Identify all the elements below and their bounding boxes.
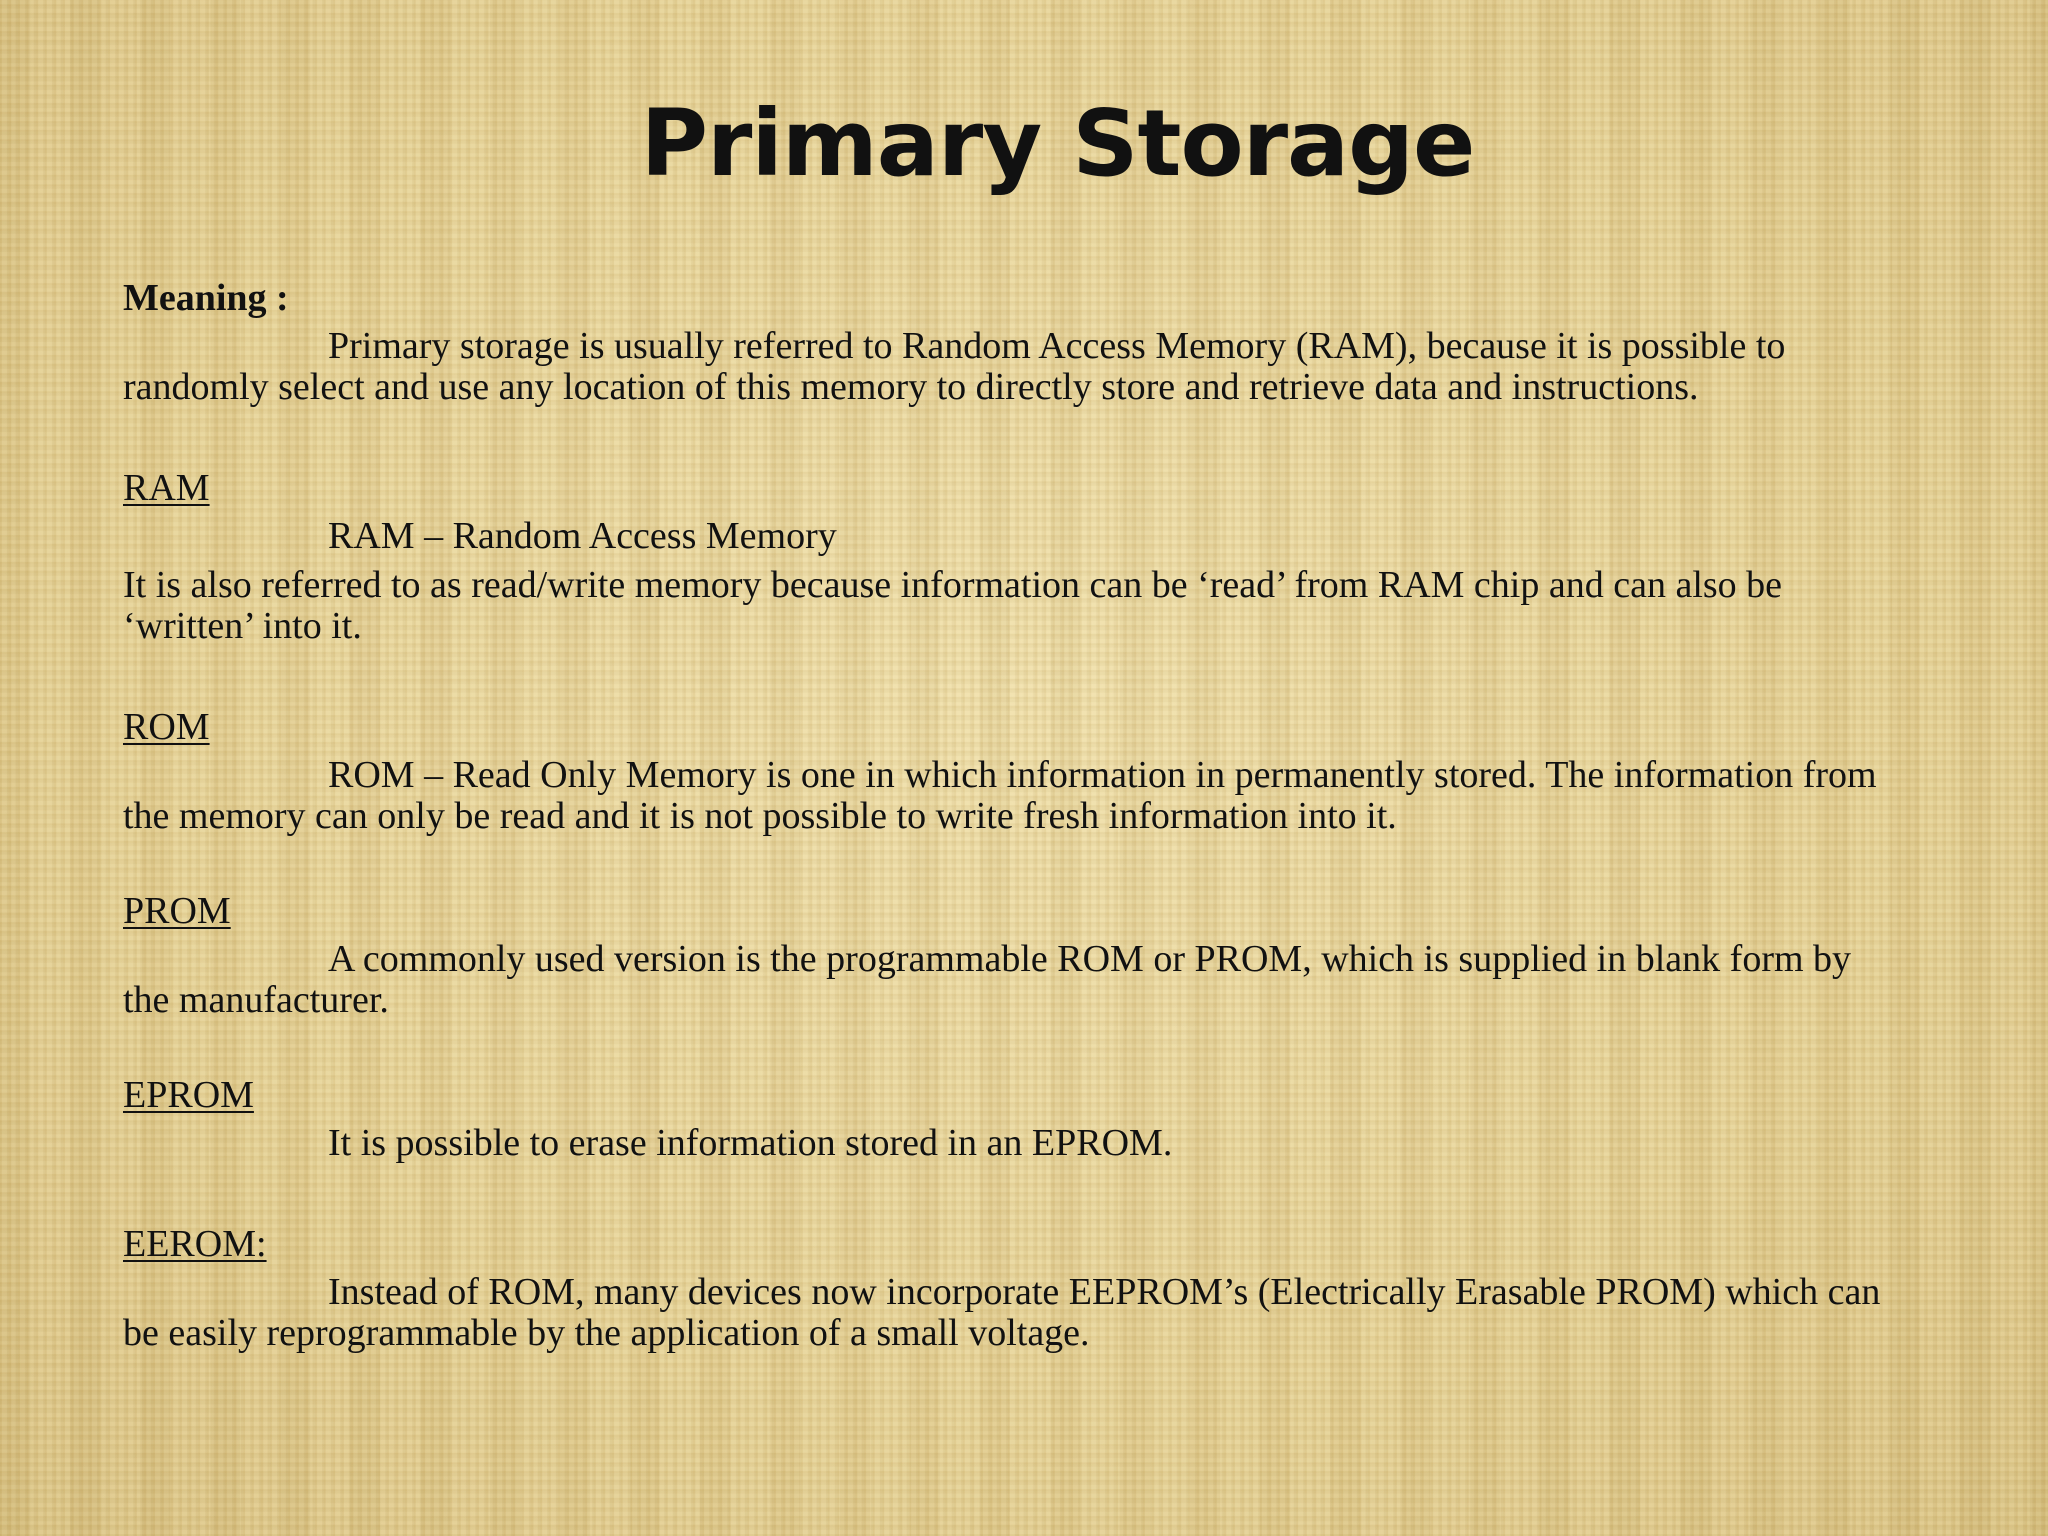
slide-content xyxy=(123,276,1903,1354)
ram-text: It is also referred to as read/write memory because information can be ‘read’ from RAM chip and can also be ‘written’ into it. xyxy=(123,564,1783,647)
prom-section xyxy=(123,889,1903,1021)
eerom-text: Instead of ROM, many devices now incorporate EEPROM’s (Electrically Erasable PROM) which can be easily reprogrammable by the application of a small voltage. xyxy=(123,1271,1881,1354)
eprom-section xyxy=(123,1073,1903,1164)
rom-section xyxy=(123,705,1903,837)
eerom-heading: EEROM: xyxy=(123,1223,267,1265)
meaning-section xyxy=(123,276,1903,408)
rom-heading: ROM xyxy=(123,706,210,748)
prom-text: A commonly used version is the programmable ROM or PROM, which is supplied in blank form by the manufacturer. xyxy=(123,938,1852,1021)
eprom-heading: EPROM xyxy=(123,1074,254,1116)
prom-heading: PROM xyxy=(123,890,231,932)
meaning-text: Primary storage is usually referred to Random Access Memory (RAM), because it is possible to randomly select and use any location of this memory to directly store and retrieve data and instructions. xyxy=(123,325,1786,408)
meaning-heading: Meaning : xyxy=(123,277,289,319)
eprom-text: It is possible to erase information stored in an EPROM. xyxy=(328,1122,1173,1164)
ram-section xyxy=(123,466,1903,647)
slide-title: Primary Storage xyxy=(640,90,1475,197)
eerom-section xyxy=(123,1222,1903,1354)
rom-text: ROM – Read Only Memory is one in which information in permanently stored. The information from the memory can only be read and it is not possible to write fresh information into it. xyxy=(123,754,1877,837)
ram-definition: RAM – Random Access Memory xyxy=(328,515,837,557)
ram-heading: RAM xyxy=(123,467,210,509)
